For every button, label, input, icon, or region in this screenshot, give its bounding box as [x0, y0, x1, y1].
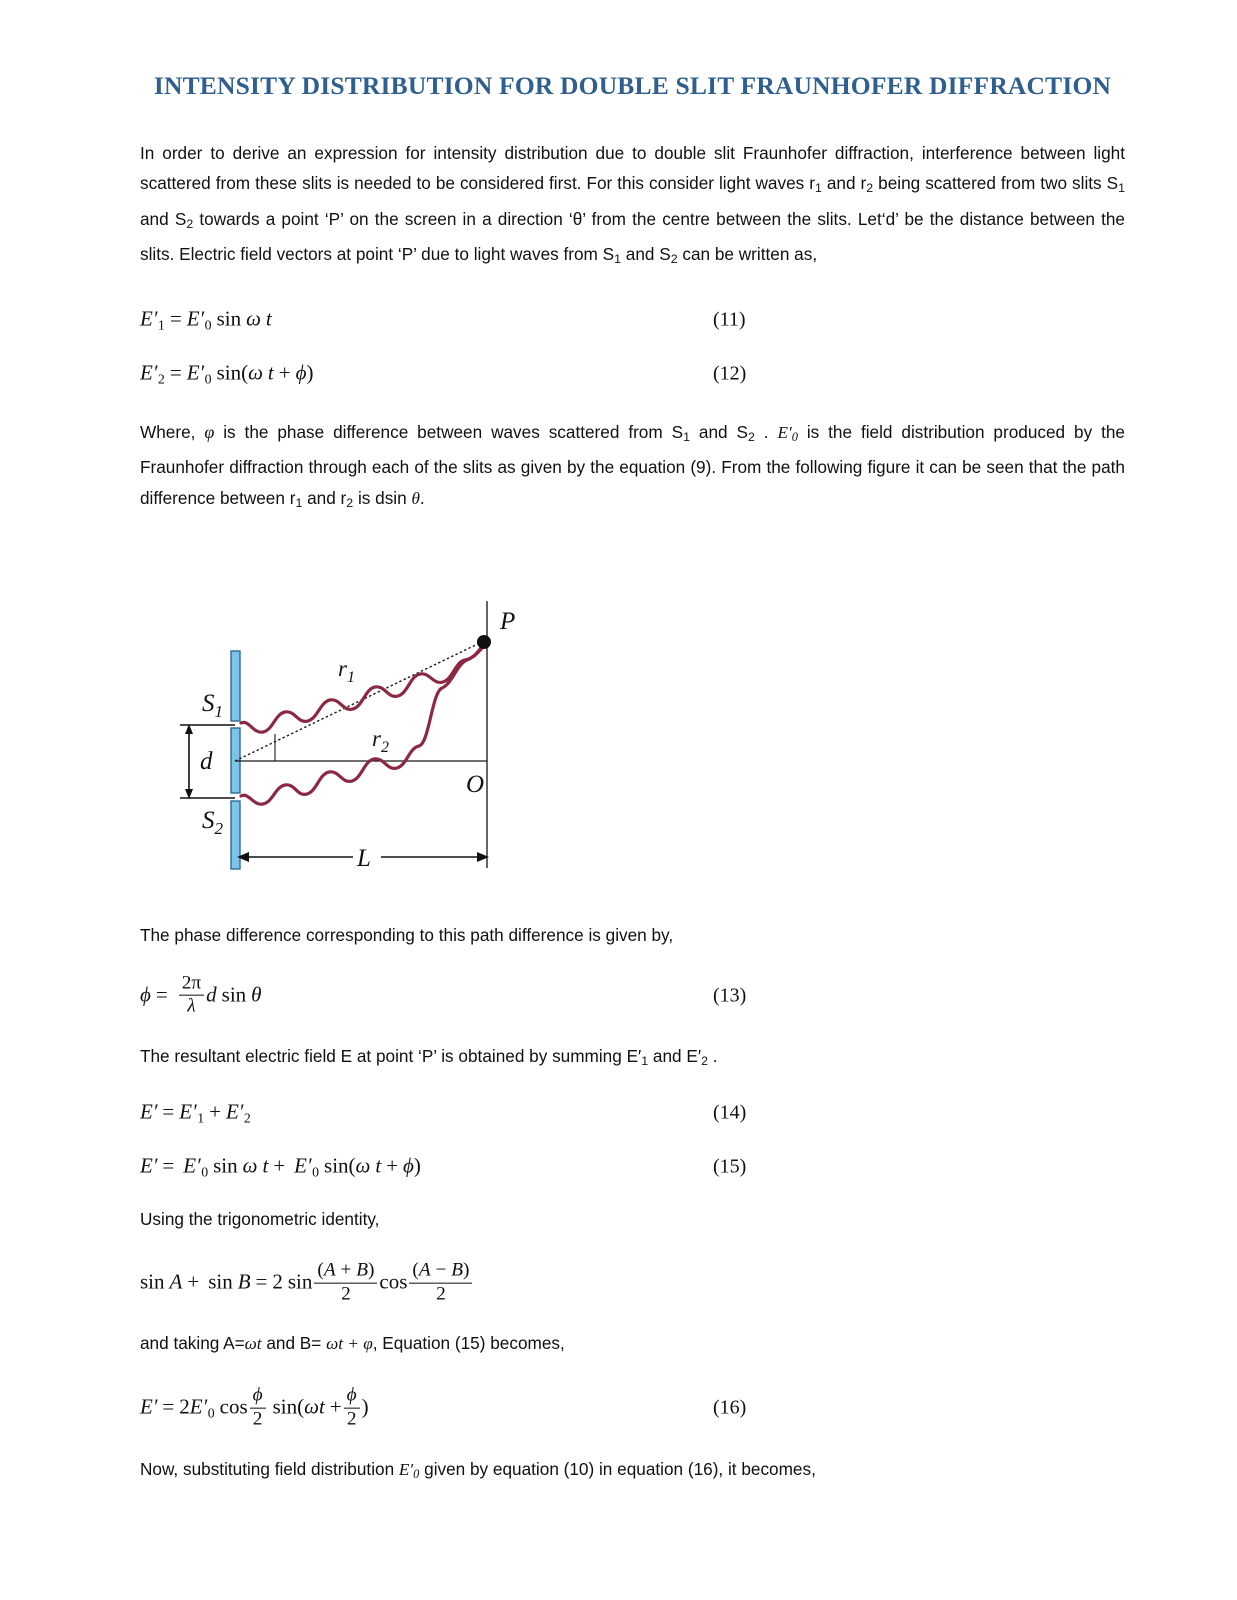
intro-text-1: In order to derive an expression for intensity distribution due to double slit Fraunhofer diffraction, interference between light scattered from these slits is needed to be considered first. For this consider light waves r [140, 142, 1125, 194]
label-r1-main: r [338, 656, 347, 681]
where-text-3: and S [689, 421, 748, 442]
where-sub-1: 1 [683, 429, 690, 444]
document-content-lower [140, 920, 1125, 1489]
and-taking-wt-phi-symbol: ωt + φ [326, 1334, 373, 1354]
now-E0-symbol: E′ [398, 1459, 414, 1479]
where-sub-4: 2 [346, 495, 354, 510]
paragraph-trig-intro: Using the trigonometric identity, [140, 1208, 380, 1229]
equation-11-body: $E'_1 = E'_0$ sin ω t [140, 306, 272, 333]
where-text-2: is the phase difference between waves scattered from S [214, 421, 684, 442]
label-r1-sub: 1 [346, 669, 355, 686]
label-S2-main: S [202, 807, 215, 834]
paragraph-phase-diff: The phase difference corresponding to this path difference is given by, [140, 925, 674, 945]
and-taking-text-3: , Equation (15) becomes, [372, 1333, 565, 1354]
where-phi-symbol: φ [204, 421, 215, 442]
label-r2-main: r [372, 726, 381, 751]
paragraph-now-substituting [140, 1454, 1125, 1489]
intro-sub-4: 2 [186, 216, 194, 231]
intro-text-4: and S [140, 208, 187, 229]
and-taking-text-2: and B= [261, 1333, 327, 1354]
intro-sub-3: 1 [1118, 181, 1125, 196]
label-r2-sub: 2 [380, 739, 389, 756]
intro-text-5: towards a point ‘P’ on the screen in a direction ‘θ’ from the centre between the slits. Let‘d’ be the distance between the slits. Electric field vectors at point ‘P’ due to light waves from S [140, 208, 1125, 265]
label-O: O [466, 771, 485, 798]
label-P: P [500, 608, 516, 635]
equation-13-body: ϕ = $\frac{2\pi}{\lambda}$ d sin θ [140, 972, 262, 1017]
now-text-1: Now, substituting field distribution [140, 1458, 399, 1479]
where-theta-symbol: θ [411, 488, 420, 508]
intro-sub-1: 1 [814, 181, 822, 196]
intro-sub-6: 2 [670, 252, 678, 267]
equation-12-body: $E'_2 = E'_0$ sin(ω t + ϕ) [140, 360, 314, 387]
equation-trig-identity [140, 1252, 1125, 1314]
equation-16-number: (16) [713, 1396, 747, 1419]
equation-14 [140, 1090, 1125, 1136]
paragraph-intro [140, 138, 1125, 275]
equation-12-number: (12) [713, 362, 747, 385]
intro-sub-5: 1 [614, 252, 622, 267]
equation-15-number: (15) [713, 1155, 747, 1178]
document-content [140, 0, 1125, 518]
equation-11-number: (11) [713, 308, 746, 331]
intro-text-3: being scattered from two slits S [873, 173, 1119, 194]
label-S2-sub: 2 [214, 819, 223, 838]
where-text-7: is dsin [353, 487, 412, 508]
paragraph-where [140, 417, 1125, 518]
resultant-sub-1: 1 [641, 1053, 649, 1068]
double-slit-diagram [85, 556, 535, 886]
resultant-text-3: . [707, 1045, 718, 1066]
page-title: INTENSITY DISTRIBUTION FOR DOUBLE SLIT FRAUNHOFER DIFFRACTION [153, 71, 1112, 100]
where-text-4: . [754, 421, 778, 442]
label-S1-sub: 1 [214, 702, 223, 721]
equation-14-number: (14) [713, 1101, 747, 1124]
intro-text-6: and S [621, 244, 671, 265]
intro-sub-2: 2 [866, 181, 874, 196]
equation-11 [140, 297, 1125, 343]
intro-text-2: and r [821, 173, 867, 194]
equation-15-body: $E' = E'_0$ sin ω $t + E'_0$ sin(ω t + ϕ) [140, 1153, 421, 1180]
resultant-text-1: The resultant electric field E at point ‘P’ is obtained by summing E′ [140, 1045, 642, 1066]
intro-text-7: can be written as, [677, 244, 818, 265]
label-L: L [357, 845, 371, 872]
where-text-6: and r [302, 487, 347, 508]
where-E0-sub: 0 [791, 429, 798, 444]
and-taking-text-1: and taking A= [140, 1333, 245, 1354]
equation-15 [140, 1144, 1125, 1190]
and-taking-wt-symbol: ωt [244, 1334, 262, 1354]
equation-16 [140, 1378, 1125, 1438]
where-E0-symbol: E′ [777, 422, 792, 442]
label-S1-main: S [202, 690, 215, 717]
point-P-dot [477, 635, 491, 649]
paragraph-and-taking [140, 1328, 1125, 1360]
now-E0-sub: 0 [413, 1466, 420, 1481]
where-text-end: . [419, 487, 425, 508]
equation-13 [140, 967, 1125, 1025]
label-d: d [200, 748, 213, 775]
where-sub-2: 2 [747, 429, 755, 444]
resultant-sub-2: 2 [701, 1053, 708, 1068]
equation-12 [140, 351, 1125, 397]
where-text-5: is the field distribution produced by the Fraunhofer diffraction through each of the slits as given by the equation (9). From the following figure it can be seen that the path difference between r [140, 421, 1125, 508]
equation-trig-body: sin A + sin B = 2 sin $\frac{(A + B)}{2}$ cos $\frac{(A - B)}{2}$ [140, 1261, 474, 1306]
equation-13-number: (13) [713, 984, 747, 1006]
resultant-text-2: and E′ [648, 1045, 702, 1066]
paragraph-resultant [140, 1041, 1125, 1076]
equation-14-body: $E' = E'_1 + E'_2$ [140, 1099, 251, 1126]
where-sub-3: 1 [295, 495, 303, 510]
where-text-1: Where, [140, 421, 205, 442]
now-text-2: given by equation (10) in equation (16), it becomes, [419, 1458, 816, 1479]
equation-16-body: $E' = 2E'_0$ cos $\frac{\phi}{2}$ sin(ωt + $\frac{\phi}{2}$ ) [140, 1384, 369, 1430]
